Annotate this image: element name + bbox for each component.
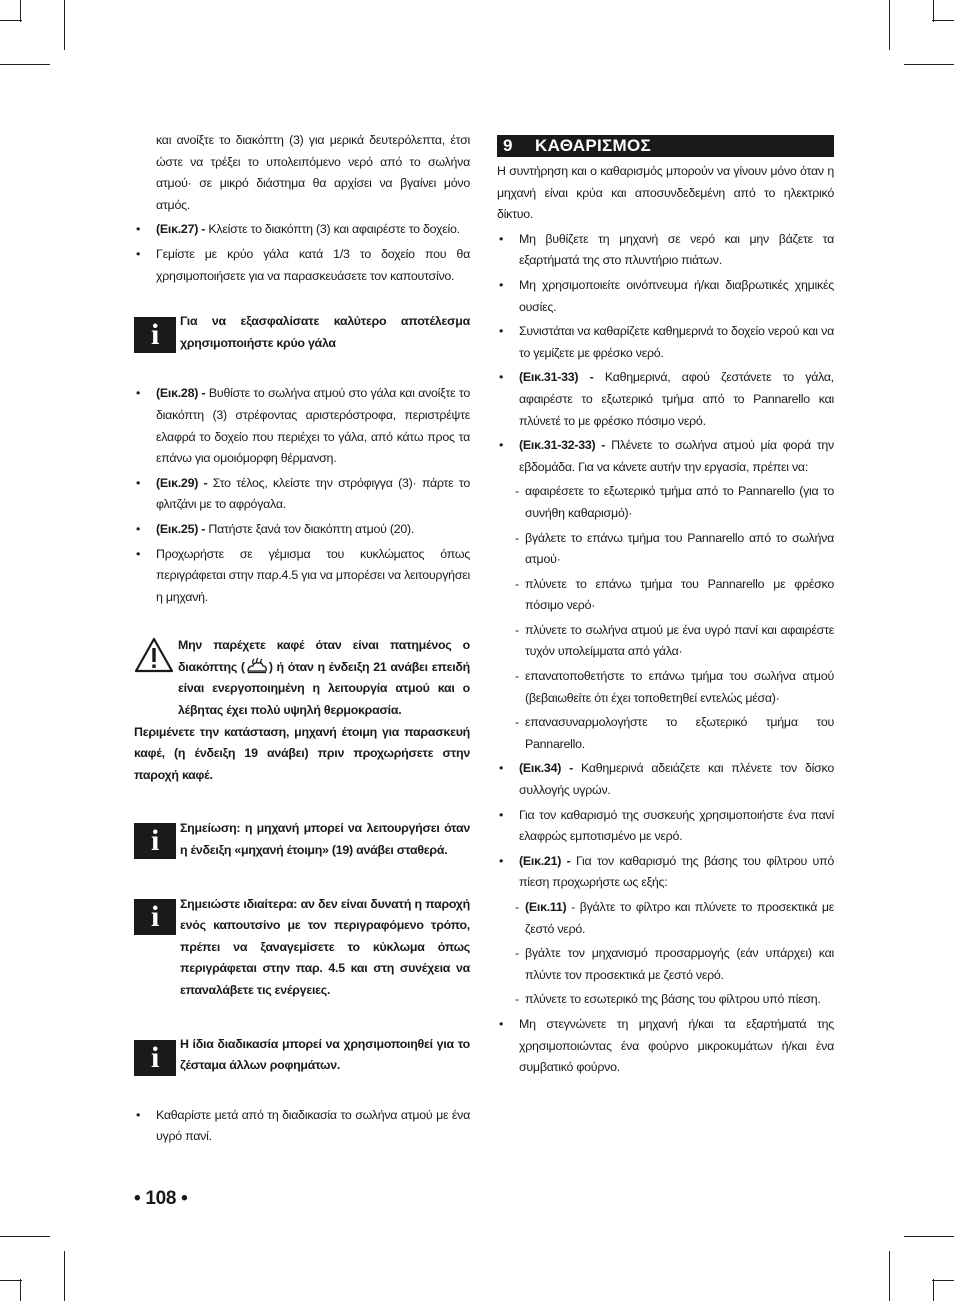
list-item: • Μη χρησιμοποιείτε οινόπνευμα ή/και διαβρωτικές χημικές ουσίες. — [497, 275, 834, 318]
note-text: Η ίδια διαδικασία μπορεί να χρησιμοποιηθεί για το ζέσταμα άλλων ροφημάτων. — [180, 1036, 470, 1073]
crop-mark — [64, 1251, 65, 1301]
sub-item: - πλύνετε το επάνω τμήμα του Pannarello με φρέσκο πόσιμο νερό· — [515, 576, 834, 613]
info-note — [134, 818, 470, 861]
sub-item: - επανατοποθετήστε το επάνω τμήμα του σωλήνα ατμού (βεβαιωθείτε ότι έχει τοποθετηθεί εντελώς μέσα)· — [515, 669, 834, 705]
sub-item: - βγάλτε τον μηχανισμό προσαρμογής (εάν υπάρχει) και πλύντε τον προσεκτικά με ζεστό νερό. — [515, 946, 834, 982]
info-note — [134, 894, 470, 1002]
sub-item: - αφαιρέσετε το εξωτερικό τμήμα από το Pannarello (για το συνήθη καθαρισμό)· — [515, 484, 834, 520]
sub-item: - βγάλετε το επάνω τμήμα του Pannarello από το σωλήνα ατμού· — [515, 530, 834, 567]
info-note — [134, 1034, 470, 1077]
list-item: • (Εικ.25) - Πατήστε ξανά τον διακόπτη ατμού (20). — [134, 519, 470, 541]
intro-paragraph: Η συντήρηση και ο καθαρισμός μπορούν να γίνουν μόνο όταν η μηχανή είναι κρύα και αποσυνδεδεμένη από το ηλεκτρικό δίκτυο. — [497, 164, 834, 222]
list-item: • (Εικ.31-32-33) - Πλένετε το σωλήνα ατμού μία φορά την εβδομάδα. Για να κάνετε αυτήν την εργασία, πρέπει να: — [497, 435, 834, 478]
left-column — [134, 130, 470, 1148]
warning-note — [134, 635, 470, 786]
crop-mark — [904, 1236, 954, 1237]
list-item: • Γεμίστε με κρύο γάλα κατά 1/3 το δοχείο που θα χρησιμοποιήσετε για να παρασκευάσετε τον καπουτσίνο. — [134, 244, 470, 287]
list-item: • (Εικ.34) - Καθημερινά αδειάζετε και πλένετε τον δίσκο συλλογής υγρών. — [497, 758, 834, 801]
warning-triangle-icon — [134, 637, 174, 673]
crop-mark — [0, 1280, 22, 1281]
crop-mark — [889, 1251, 890, 1301]
list-item: • (Εικ.29) - Στο τέλος, κλείστε την στρόφιγγα (3)· πάρτε το φλιτζάνι με το αφρόγαλα. — [134, 473, 470, 516]
sub-item: - πλύνετε το σωλήνα ατμού με ένα υγρό πανί και αφαιρέστε τυχόν υπολείμματα από γάλα· — [515, 622, 834, 659]
steam-icon — [245, 657, 269, 675]
warning-text-intro: Μην παρέχετε καφέ όταν είναι πατημένος ο διακόπτης ( ) ή όταν η ένδειξη 21 ανάβει επειδή είναι ενεργοποιημένη η λειτουργία ατμού και ο λέβητας έχει πολύ υψηλή θερμοκρασία. — [178, 638, 470, 718]
list-item: • (Εικ.31-33) - Καθημερινά, αφού ζεστάνετε το γάλα, αφαιρέστε το εξωτερικό τμήμα από το Pannarello και πλύνετέ το με φρέσκο πόσιμο νερό. — [497, 367, 834, 432]
crop-mark — [64, 0, 65, 50]
list-item: • Για τον καθαρισμό της συσκευής χρησιμοποιήστε ένα πανί ελαφρώς εμποτισμένο με νερό. — [497, 805, 834, 848]
note-text: Για να εξασφαλίσατε καλύτερο αποτέλεσμα χρησιμοποιήστε κρύο γάλα — [180, 314, 470, 350]
warning-text-wait: Περιμένετε την κατάσταση, μηχανή έτοιμη για παρασκευή καφέ, (η ένδειξη 19 ανάβει) πριν προχωρήσετε στην παροχή καφέ. — [134, 724, 470, 782]
intro-paragraph: και ανοίξτε το διακόπτη (3) για μερικά δευτερόλεπτα, έτσι ώστε να τρέξει το υπολειπόμενο νερό από το σωλήνα ατμού· σε μικρό διάστημα θα αρχίσει να βγαίνει μόνο ατμός. — [156, 133, 470, 212]
crop-mark — [933, 0, 934, 22]
crop-mark — [20, 1279, 21, 1301]
crop-mark — [933, 1279, 934, 1301]
list-item: • Μη στεγνώνετε τη μηχανή ή/και τα εξαρτήματά της χρησιμοποιώντας ένα φούρνο μικροκυμάτων ή/και ένα συμβατικό φούρνο. — [497, 1014, 834, 1079]
list-item: • (Εικ.27) - Κλείστε το διακόπτη (3) και αφαιρέστε το δοχείο. — [134, 219, 470, 241]
info-icon: i — [134, 899, 176, 935]
crop-mark — [889, 0, 890, 50]
crop-mark — [0, 1236, 50, 1237]
page-number: • 108 • — [134, 1188, 188, 1209]
info-icon: i — [134, 317, 176, 353]
list-item: • (Εικ.28) - Βυθίστε το σωλήνα ατμού στο γάλα και ανοίξτε το διακόπτη (3) στρέφοντας αριστερόστροφα, περιστρέψτε ελαφρά το δοχείο που περιέχει το γάλα, από κάτω προς τα επάνω για ομοιόμορφη θέρμανση. — [134, 383, 470, 469]
crop-mark — [0, 20, 22, 21]
crop-mark — [0, 64, 50, 65]
list-item: • Προχωρήστε σε γέμισμα του κυκλώματος όπως περιγράφεται στην παρ.4.5 για να μπορέσει να λειτουργήσει η μηχανή. — [134, 544, 470, 609]
crop-mark — [20, 0, 21, 22]
list-item: • (Εικ.21) - Για τον καθαρισμό της βάσης του φίλτρου υπό πίεση προχωρήστε ως εξής: — [497, 851, 834, 894]
info-icon: i — [134, 1040, 176, 1076]
info-icon: i — [134, 823, 176, 859]
section-heading: 9 ΚΑΘΑΡΙΣΜΟΣ — [497, 135, 834, 157]
sub-item: - (Εικ.11) - βγάλτε το φίλτρο και πλύνετε το προσεκτικά με ζεστό νερό. — [515, 900, 834, 936]
note-text: Σημειώστε ιδιαίτερα: αν δεν είναι δυνατή η παροχή ενός καπουτσίνο με τον περιγραφόμενο τρόπο, πρέπει να ξαναγεμίσετε το κύκλωμα όπως περιγράφεται στην παρ. 4.5 και στη συνέχεια να επαναλάβετε τις ενέργειες. — [180, 896, 470, 997]
crop-mark — [932, 1280, 954, 1281]
list-item: • Μη βυθίζετε τη μηχανή σε νερό και μην βάζετε τα εξαρτήματά της στο πλυντήριο πιάτων. — [497, 229, 834, 272]
sub-item: - επανασυναρμολογήστε το εξωτερικό τμήμα του Pannarello. — [515, 715, 834, 751]
crop-mark — [932, 20, 954, 21]
crop-mark — [904, 64, 954, 65]
list-item: • Καθαρίστε μετά από τη διαδικασία το σωλήνα ατμού με ένα υγρό πανί. — [134, 1105, 470, 1148]
note-text: Σημείωση: η μηχανή μπορεί να λειτουργήσει όταν η ένδειξη «μηχανή έτοιμη» (19) ανάβει σταθερά. — [180, 821, 470, 858]
right-column — [497, 135, 834, 1079]
info-note — [134, 311, 470, 354]
sub-item: - πλύνετε το εσωτερικό της βάσης του φίλτρου υπό πίεση. — [515, 992, 821, 1007]
list-item: • Συνιστάται να καθαρίζετε καθημερινά το δοχείο νερού και να το γεμίζετε με φρέσκο νερό. — [497, 321, 834, 364]
